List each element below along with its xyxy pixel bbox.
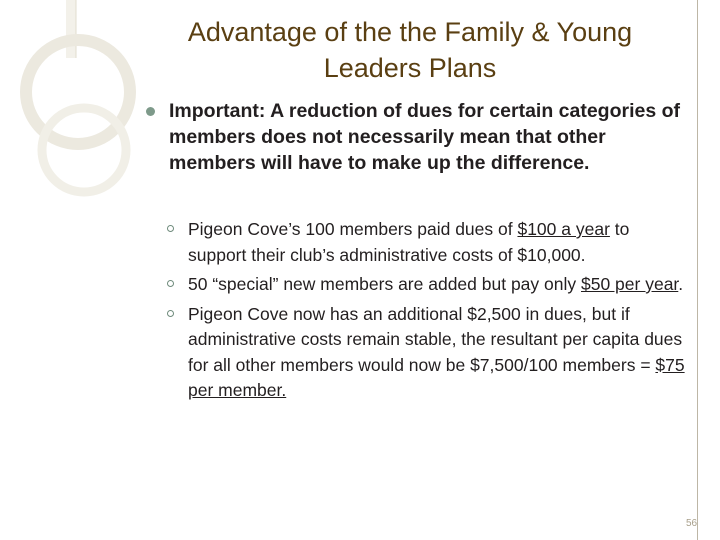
sub-bullet-text xyxy=(188,302,688,404)
sub-bullet-ring-icon xyxy=(167,280,174,287)
decorative-circles xyxy=(0,0,150,230)
sub-bullet-text-part: Pigeon Cove now has an additional $2,500 in dues, but if administrative costs remain stable, the resultant per capita dues for all other members would now be $7,500/100 members = xyxy=(188,303,683,375)
main-bullet-text: Important: A reduction of dues for certain categories of members does not necessarily mean that other members will have to make up the difference. xyxy=(169,100,681,174)
sub-bullet-text-part: to support their club’s administrative costs of $10,000. xyxy=(188,219,630,265)
sub-bullet-underlined: $75 per member. xyxy=(188,354,685,400)
sub-bullet-text-part: Pigeon Cove’s 100 members paid dues of xyxy=(188,219,518,239)
sub-bullet-underlined: $100 a year xyxy=(517,219,610,239)
sub-bullet xyxy=(167,217,687,268)
small-ring xyxy=(42,108,126,192)
title-line-2: Leaders Plans xyxy=(323,53,497,83)
sub-bullet xyxy=(167,302,687,404)
sub-bullet-text-part: . xyxy=(678,274,684,294)
large-ring xyxy=(26,40,130,144)
sub-bullet-ring-icon xyxy=(167,225,174,232)
sub-bullet-text xyxy=(188,217,688,268)
sub-bullet-ring-icon xyxy=(167,310,174,317)
sub-bullet xyxy=(167,272,687,298)
sub-bullet-text xyxy=(188,272,688,298)
sub-bullet-list xyxy=(167,217,687,408)
title-line-1: Advantage of the the Family & Young xyxy=(187,17,633,47)
bullet-dot-icon xyxy=(146,107,155,116)
sub-bullet-underlined: $50 per year xyxy=(581,274,679,294)
slide-right-border xyxy=(697,0,698,540)
sub-bullet-text-part: 50 “special” new members are added but pay only xyxy=(188,274,581,294)
page-number: 56 xyxy=(686,518,698,529)
slide-title xyxy=(150,14,670,86)
